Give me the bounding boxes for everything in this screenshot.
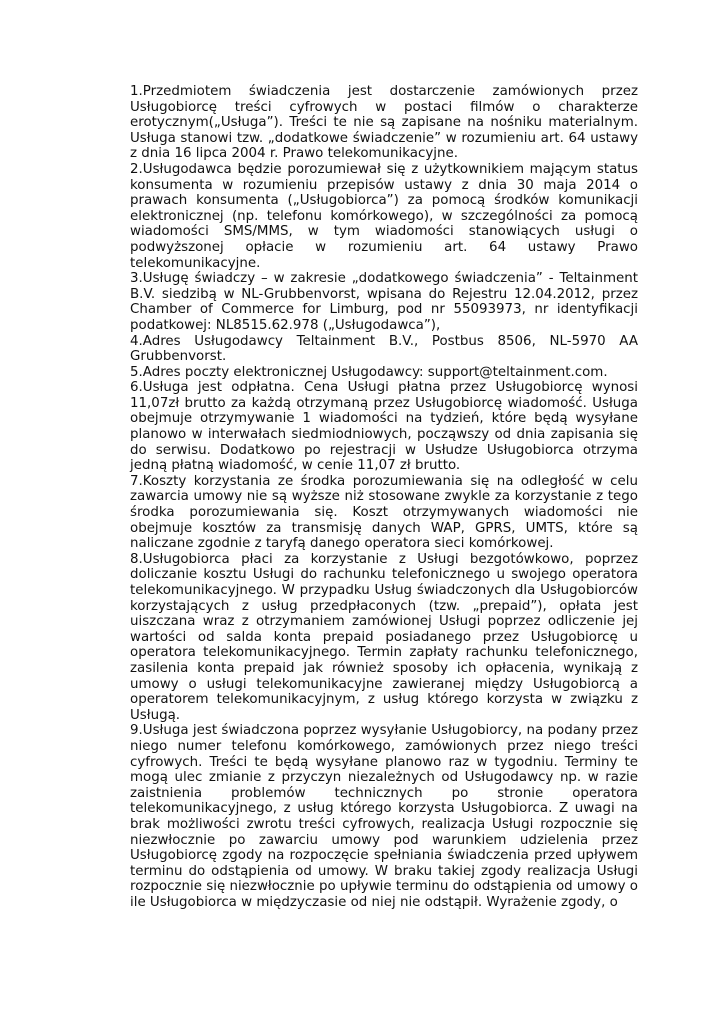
paragraph-3: 3.Usługę świadczy – w zakresie „dodatkowego świadczenia” - Teltainment B.V. siedzibą w NL-Grubbenvorst, wpisana do Rejestru 12.04.2012, przez Chamber of Commerce for Limburg, pod nr 55093973, nr identyfikacji podatkowej: NL8515.62.978 („Usługodawca”), (130, 271, 638, 333)
paragraph-7: 7.Koszty korzystania ze środka porozumiewania się na odległość w celu zawarcia umowy nie są wyższe niż stosowane zwykle za korzystanie z tego środka porozumiewania się. Koszt otrzymywanych wiadomości nie obejmuje kosztów za transmisję danych WAP, GPRS, UMTS, które są naliczane zgodnie z taryfą danego operatora sieci komórkowej. (130, 473, 638, 552)
paragraph-1: 1.Przedmiotem świadczenia jest dostarczenie zamówionych przez Usługobiorcę treści cyfrowych w postaci filmów o charakterze erotycznym(„Usługa”). Treści te nie są zapisane na nośniku materialnym. Usługa stanowi tzw. „dodatkowe świadczenie” w rozumieniu art. 64 ustawy z dnia 16 lipca 2004 r. Prawo telekomunikacyjne. (130, 84, 638, 162)
paragraph-6: 6.Usługa jest odpłatna. Cena Usługi płatna przez Usługobiorcę wynosi 11,07zł brutto za każdą otrzymaną przez Usługobiorcę wiadomość. Usługa obejmuje otrzymywanie 1 wiadomości na tydzień, które będą wysyłane planowo w interwałach siedmiodniowych, począwszy od dnia zapisania się do serwisu. Dodatkowo po rejestracji w Usłudze Usługobiorca otrzyma jedną płatną wiadomość, w cenie 11,07 zł brutto. (130, 380, 638, 474)
document-body (130, 84, 638, 910)
paragraph-2: 2.Usługodawca będzie porozumiewał się z użytkownikiem mającym status konsumenta w rozumieniu przepisów ustawy z dnia 30 maja 2014 o prawach konsumenta („Usługobiorca”) za pomocą środków komunikacji elektronicznej (np. telefonu komórkowego), w szczególności za pomocą wiadomości SMS/MMS, w tym wiadomości stanowiących usługi o podwyższonej opłacie w rozumieniu art. 64 ustawy Prawo telekomunikacyjne. (130, 161, 638, 271)
paragraph-5: 5.Adres poczty elektronicznej Usługodawcy: support@teltainment.com. (130, 364, 608, 380)
paragraph-9: 9.Usługa jest świadczona poprzez wysyłanie Usługobiorcy, na podany przez niego numer telefonu komórkowego, zamówionych przez niego treści cyfrowych. Treści te będą wysyłane planowo raz w tygodniu. Terminy te mogą ulec zmianie z przyczyn niezależnych od Usługodawcy np. w razie zaistnienia problemów technicznych po stronie operatora telekomunikacyjnego, z usług którego korzysta Usługobiorca. Z uwagi na brak możliwości zwrotu treści cyfrowych, realizacja Usługi rozpocznie się niezwłocznie po zawarciu umowy pod warunkiem udzielenia przez Usługobiorcę zgody na rozpoczęcie spełniania świadczenia przed upływem terminu do odstąpienia od umowy. W braku takiej zgody realizacja Usługi rozpocznie się niezwłocznie po upływie terminu do odstąpienia od umowy o ile Usługobiorca w międzyczasie od niej nie odstąpił. Wyrażenie zgody, o (130, 723, 638, 910)
paragraph-8: 8.Usługobiorca płaci za korzystanie z Usługi bezgotówkowo, poprzez doliczanie kosztu Usługi do rachunku telefonicznego u swojego operatora telekomunikacyjnego. W przypadku Usług świadczonych dla Usługobiorców korzystających z usług przedpłaconych (tzw. „prepaid”), opłata jest uiszczana wraz z otrzymaniem zamówionej Usługi poprzez odliczenie jej wartości od salda konta prepaid posiadanego przez Usługobiorcę u operatora telekomunikacyjnego. Termin zapłaty rachunku telefonicznego, zasilenia konta prepaid jak również sposoby ich opłacenia, wynikają z umowy o usługi telekomunikacyjne zawieranej między Usługobiorcą a operatorem telekomunikacyjnym, z usług którego korzysta w związku z Usługą. (130, 551, 638, 723)
paragraph-4: 4.Adres Usługodawcy Teltainment B.V., Postbus 8506, NL-5970 AA Grubbenvorst. (130, 333, 638, 365)
